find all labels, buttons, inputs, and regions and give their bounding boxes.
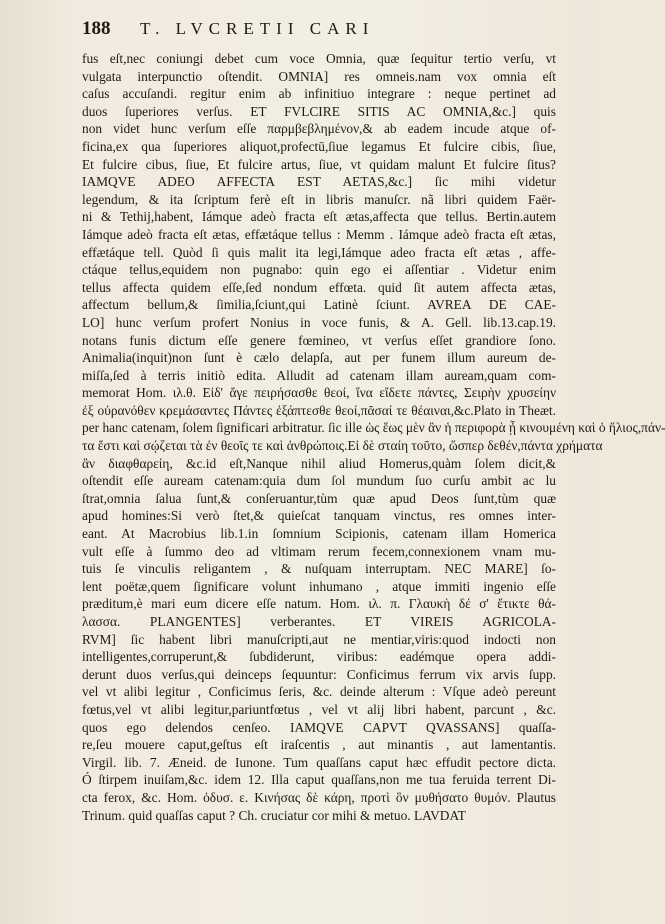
text-line: non videt hunc verſum eſſe παρμβεβλημένον,& ab eadem incude atque of- — [82, 121, 556, 137]
text-line: fœtus,vel vt alibi legitur,pariuntfœtus , vel vt alij libri habent, parcunt , &c. — [82, 701, 556, 717]
text-line: tellus affecta quidem eſſe,ſed nondum effœta. quid ſit autem affecta ætas, — [82, 279, 556, 295]
text-line: affectum bellum,& ſimilia,ſciunt,qui Latinè ſciunt. AVREA DE CAE- — [82, 297, 556, 313]
text-line: ni & Tethij,habent, Iámque adeò fracta eſt ætas,affecta que tellus. Bertin.autem — [82, 209, 556, 225]
text-line: fus eſt,nec coniungi debet cum voce Omnia, quæ ſequitur tertio verſu, vt — [82, 51, 556, 66]
page-number: 188 — [82, 18, 111, 39]
running-title: T. LVCRETII CARI — [140, 19, 375, 38]
text-line: cta ferox, &c. Hom. ὀδυσ. ε. Κινήσας δὲ κάρη, προτὶ ὃν μυθήσατο θυμόν. Plautus — [82, 789, 556, 805]
text-line: miſſa,ſed à terris initiò edita. Alludit ad catenam illam auream,quam com- — [82, 367, 556, 383]
text-line: Trinum. quid quaſſas caput ? Ch. cruciatur cor mihi & metuo. LAVDAT — [82, 807, 466, 823]
text-line: duos ſuperiores verſus. ET FVLCIRE SITIS AC OMNIA,&c.] quis — [82, 103, 556, 119]
text-line: ctáque tellus,equidem non pugnabo: quin ego ei aſſentiar . Videtur enim — [82, 262, 556, 278]
text-line: ἂν διαφθαρείη, &c.id eſt,Nanque nihil aliud Homerus,quàm ſolem dicit,& — [82, 455, 556, 471]
text-line: ἐξ οὐρανόθεν κρεμάσαντες Πάντες ἐξάπτεσθε θεοί,πᾶσαί τε θέαιναι,&c.Plato in Theæt. — [82, 402, 556, 418]
text-line: præditum,è mari eum dicere eſſe natum. Hom. ιλ. π. Γλαυκὴ δέ σ' ἔτικτε θά- — [82, 596, 556, 612]
text-line: Ó ſtirpem inuiſam,&c. idem 12. Illa caput quaſſans,non me tua feruida terrent Di- — [82, 772, 556, 788]
text-line: notans funis dictum eſſe genere fœmineo, vt verſus eſſet grandiore ſono. — [82, 332, 556, 348]
text-line: quos ego delendos cenſeo. IAMQVE CAPVT QVASSANS] quaſſa- — [82, 719, 556, 735]
text-line: LO] hunc verſum profert Nonius in voce funis, & A. Gell. lib.13.cap.19. — [82, 314, 556, 330]
text-line: lent poëtæ,quem ſignificare volunt inhumano , atque immiti ingenio eſſe — [82, 578, 556, 594]
text-line: Iámque adeò fracta eſt ætas, effætáque tellus : Memm . Iámque adeò fracta eſt ætas, — [82, 226, 556, 242]
text-line: IAMQVE ADEO AFFECTA EST AETAS,&c.] ſic mihi videtur — [82, 174, 556, 190]
text-line: Animalia(inquit)non ſunt è cælo delapſa, aut per funem illum aureum de- — [82, 350, 556, 366]
text-line: oſtendit eſſe auream catenam:quia dum ſol mundum ſuo curſu ambit ac lu — [82, 473, 556, 489]
text-line: Et fulcire cibus, ſiue, Et fulcire artus, ſiue, vt quidam malunt Et fulcire ſitus? — [82, 156, 556, 172]
text-line: per hanc catenam, ſolem ſignificari arbitratur. ſic ille ὡς ἕως μὲν ἂν ἡ περιφορὰ ᾖ κινουμένη καὶ ὁ ἥλιος,πάν- — [82, 420, 665, 436]
text-line: RVM] ſic habent libri manuſcripti,aut ne mentiar,viris:quod indocti non — [82, 631, 556, 647]
text-line: vel vt alibi legitur , Conficimus ſeris, &c. deinde alterum : Vſque adeò pereunt — [82, 684, 556, 700]
text-line: intelligentes,corruperunt,& ſubdiderunt, viribus: eadémque opera addi- — [82, 649, 556, 665]
text-line: memorat Hom. ιλ.θ. Εἰδ' ἄγε πειρήσασθε θεοί, ἵνα εἴδετε πάντες, Σειρὴν χρυσείην — [82, 385, 556, 401]
running-head — [82, 18, 556, 48]
text-line: eant. At Macrobius lib.1.in ſomnium Scipionis, catenam illam Homerica — [82, 526, 556, 542]
text-line: apud homines:Si verò ſtet,& quieſcat tanquam vinctus, res omnes inter- — [82, 508, 556, 524]
text-line: vulgata interpunctio oſtendit. OMNIA] res omneis.nam vox omnia eſt — [82, 68, 556, 84]
text-line: derunt duos verſus,qui deinceps ſequuntur: Conficimus ferrum vix arvis ſupp. — [82, 666, 556, 682]
text-line: Virgil. lib. 7. Æneid. de Iunone. Tum quaſſans caput hæc effudit pectore dicta. — [82, 754, 556, 770]
text-line: re,ſeu mouere caput,geſtus eſt iraſcentis , aut minantis , aut lamentantis. — [82, 737, 556, 753]
text-line: ficina,ex qua ſuperiores aliquot,profectū,ſiue legamus Et fulcire cibis, ſiue, — [82, 138, 556, 154]
text-line: vult eſſe à ſummo deo ad vltimam rerum fecem,connexionem vnam mu- — [82, 543, 556, 559]
text-line: caſus accuſandi. regitur enim ab infinitiuo integrare : neque pertinet ad — [82, 86, 556, 102]
text-line: effætáque tell. Quòd ſi quis malit ita legi,Iámque adeo fracta eſt ætas , affe- — [82, 244, 556, 260]
text-line: τα ἔστι καὶ σῴζεται τὰ ἐν θεοῖς τε καὶ ἀνθρώποις.Εἰ δὲ σταίη τοῦτο, ὥσπερ δεθέν,πάντα χρήματα — [82, 438, 603, 454]
text-line: λασσα. PLANGENTES] verberantes. ET VIREIS AGRICOLA- — [82, 614, 556, 629]
text-line: ſtrat,omnia ſalua ſunt,& conſeruantur,tùm quæ apud Deos ſunt,tùm quæ — [82, 490, 556, 506]
text-line: legendum, & ita ſcriptum ferè eſt in libris manuſcr. nã libri quidem Faër- — [82, 191, 556, 207]
commentary-text — [82, 50, 665, 824]
text-line: tuis ſe vinculis religantem , & nuſquam interruptam. NEC MARE] ſo- — [82, 561, 556, 577]
